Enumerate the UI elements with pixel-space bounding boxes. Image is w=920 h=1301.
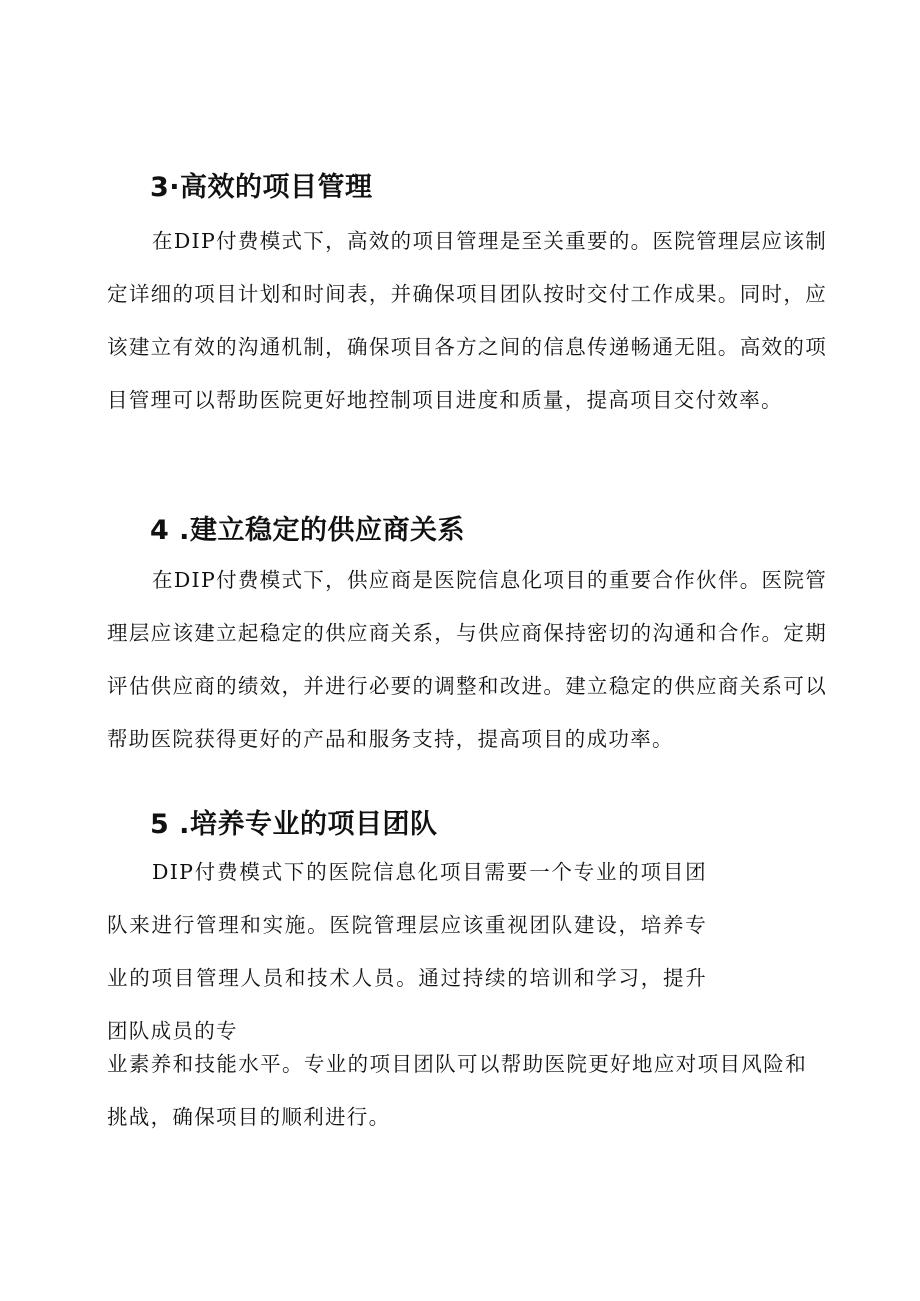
section-4-paragraph: 在DIP付费模式下，供应商是医院信息化项目的重要合作伙伴。医院管理层应该建立起稳定的供应商关系，与供应商保持密切的沟通和合作。定期评估供应商的绩效，并进行必要的调整和改进。建立稳定的供应商关系可以帮助医院获得更好的产品和服务支持，提高项目的成功率。 (107, 568, 827, 751)
section-5-paragraph: DIP付费模式下的医院信息化项目需要一个专业的项目团队来进行管理和实施。医院管理层应该重视团队建设，培养专业的项目管理人员和技术人员。通过持续的培训和学习，提升团队成员的专 (107, 860, 707, 1043)
section-3-heading: 3·高效的项目管理 (150, 172, 373, 203)
section-3-paragraph: 在DIP付费模式下，高效的项目管理是至关重要的。医院管理层应该制定详细的项目计划和时间表，并确保项目团队按时交付工作成果。同时，应该建立有效的沟通机制，确保项目各方之间的信息传递畅通无阻。高效的项目管理可以帮助医院更好地控制项目进度和质量，提高项目交付效率。 (107, 229, 827, 412)
section-5-heading: 5 .培养专业的项目团队 (150, 809, 438, 840)
section-5-continuation: 业素养和技能水平。专业的项目团队可以帮助医院更好地应对项目风险和挑战，确保项目的顺利进行。 (107, 1052, 807, 1129)
section-4-heading: 4 .建立稳定的供应商关系 (150, 515, 465, 546)
